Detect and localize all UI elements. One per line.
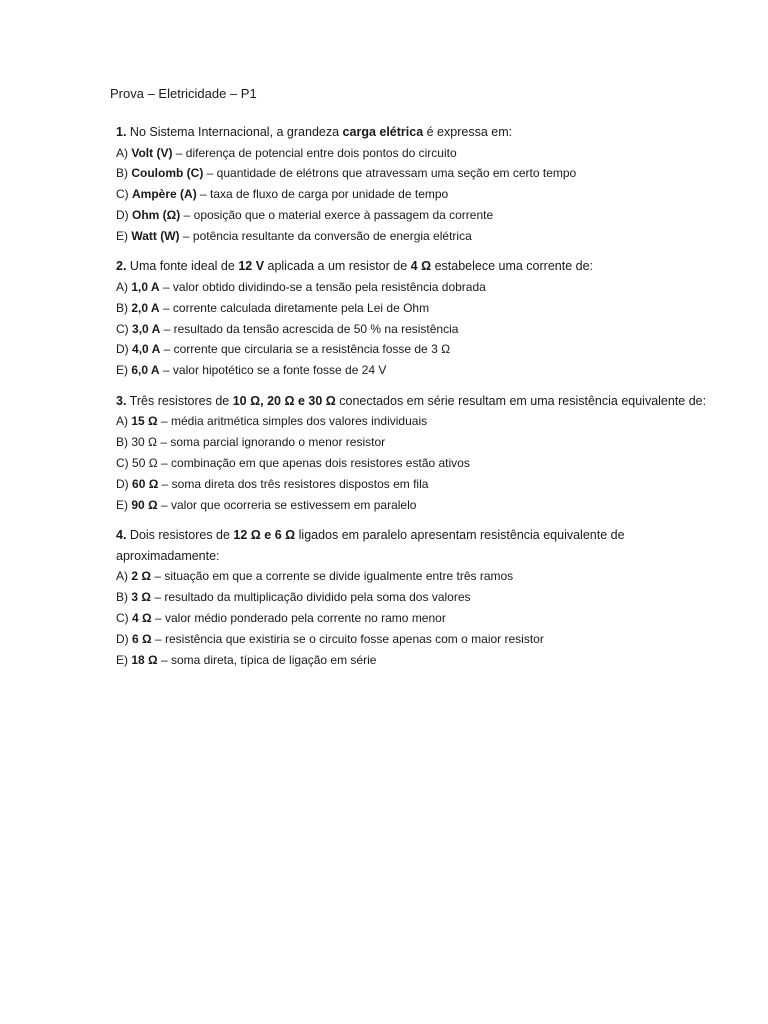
stem-text: ligados em paralelo apresentam resistência equivalente de aproximadamente: bbox=[116, 528, 625, 563]
option-term: Ohm (Ω) bbox=[132, 207, 181, 222]
option-b bbox=[116, 587, 716, 608]
stem-emphasis: 4 Ω bbox=[410, 259, 432, 274]
option-a bbox=[116, 566, 716, 587]
option-d bbox=[116, 474, 716, 495]
document-title: Prova – Eletricidade – P1 bbox=[110, 86, 257, 101]
option-letter: B) bbox=[116, 166, 128, 181]
questions-list bbox=[116, 122, 716, 680]
stem-text: é expressa em: bbox=[423, 125, 513, 139]
option-description: – combinação em que apenas dois resistores estão ativos bbox=[157, 456, 470, 471]
option-letter: A) bbox=[116, 279, 128, 294]
option-c bbox=[116, 453, 716, 474]
stem-emphasis: 10 Ω, 20 Ω e 30 Ω bbox=[232, 393, 336, 408]
option-letter: D) bbox=[116, 476, 129, 491]
option-term: 6 Ω bbox=[132, 631, 152, 646]
option-e bbox=[116, 650, 716, 671]
option-term: 3 Ω bbox=[131, 590, 151, 605]
option-e bbox=[116, 495, 716, 516]
question-number: 4. bbox=[116, 528, 127, 543]
option-term: 1,0 A bbox=[131, 279, 160, 294]
question-4 bbox=[116, 525, 716, 670]
stem-emphasis: carga elétrica bbox=[342, 125, 424, 139]
question-stem bbox=[116, 391, 716, 412]
option-term: Volt (V) bbox=[131, 145, 173, 160]
option-term: 4,0 A bbox=[132, 342, 161, 357]
option-term: 90 Ω bbox=[131, 497, 158, 512]
option-c bbox=[116, 319, 716, 340]
option-term: 2 Ω bbox=[131, 569, 151, 584]
option-letter: B) bbox=[116, 590, 128, 605]
stem-text: aplicada a um resistor de bbox=[264, 259, 411, 274]
option-letter: A) bbox=[116, 569, 128, 584]
option-letter: D) bbox=[116, 631, 129, 646]
option-term: Coulomb (C) bbox=[131, 166, 204, 181]
option-letter: A) bbox=[116, 145, 128, 160]
question-1 bbox=[116, 122, 716, 246]
option-c bbox=[116, 608, 716, 629]
option-description: – quantidade de elétrons que atravessam uma seção em certo tempo bbox=[203, 166, 577, 181]
option-letter: D) bbox=[116, 207, 129, 222]
option-term: 6,0 A bbox=[131, 363, 160, 378]
option-description: – resultado da tensão acrescida de 50 % na resistência bbox=[160, 321, 459, 336]
option-d bbox=[116, 205, 716, 226]
option-description: – valor hipotético se a fonte fosse de 24 V bbox=[159, 363, 387, 378]
option-description: – oposição que o material exerce à passagem da corrente bbox=[180, 207, 494, 222]
option-a bbox=[116, 143, 716, 164]
option-term: 60 Ω bbox=[132, 476, 159, 491]
option-term: 3,0 A bbox=[132, 321, 161, 336]
option-description: – diferença de potencial entre dois pontos do circuito bbox=[172, 145, 457, 160]
stem-emphasis: 12 V bbox=[238, 259, 265, 274]
option-term: 30 Ω bbox=[131, 435, 157, 450]
option-c bbox=[116, 184, 716, 205]
stem-emphasis: 12 Ω e 6 Ω bbox=[233, 528, 296, 543]
question-number: 3. bbox=[116, 393, 127, 408]
stem-text: Dois resistores de bbox=[126, 528, 234, 543]
option-term: 15 Ω bbox=[131, 414, 158, 429]
option-description: – soma parcial ignorando o menor resistor bbox=[157, 435, 386, 450]
option-e bbox=[116, 360, 716, 381]
option-letter: C) bbox=[116, 321, 129, 336]
option-d bbox=[116, 629, 716, 650]
stem-text: No Sistema Internacional, a grandeza bbox=[126, 125, 343, 139]
stem-text: estabelece uma corrente de: bbox=[431, 259, 593, 274]
question-stem bbox=[116, 525, 716, 566]
question-2 bbox=[116, 256, 716, 380]
option-a bbox=[116, 277, 716, 298]
option-description: – situação em que a corrente se divide igualmente entre três ramos bbox=[150, 569, 514, 584]
option-description: – potência resultante da conversão de energia elétrica bbox=[179, 228, 472, 243]
question-stem bbox=[116, 256, 716, 277]
question-stem bbox=[116, 122, 716, 143]
option-description: – corrente que circularia se a resistência fosse de 3 Ω bbox=[160, 342, 451, 357]
option-letter: A) bbox=[116, 414, 128, 429]
option-term: Watt (W) bbox=[131, 228, 180, 243]
option-letter: E) bbox=[116, 363, 128, 378]
option-letter: D) bbox=[116, 342, 129, 357]
option-d bbox=[116, 339, 716, 360]
option-description: – soma direta, típica de ligação em série bbox=[157, 652, 377, 667]
option-description: – resultado da multiplicação dividido pela soma dos valores bbox=[150, 590, 471, 605]
option-term: 50 Ω bbox=[132, 456, 158, 471]
option-letter: E) bbox=[116, 652, 128, 667]
question-3 bbox=[116, 391, 716, 515]
option-description: – taxa de fluxo de carga por unidade de tempo bbox=[196, 187, 449, 202]
option-letter: E) bbox=[116, 228, 128, 243]
option-description: – valor que ocorreria se estivessem em paralelo bbox=[157, 497, 417, 512]
option-description: – corrente calculada diretamente pela Lei de Ohm bbox=[159, 300, 430, 315]
option-letter: B) bbox=[116, 435, 128, 450]
option-term: 2,0 A bbox=[131, 300, 160, 315]
stem-text: Três resistores de bbox=[126, 393, 233, 408]
option-description: – média aritmética simples dos valores individuais bbox=[157, 414, 428, 429]
option-e bbox=[116, 226, 716, 247]
option-letter: E) bbox=[116, 497, 128, 512]
option-letter: C) bbox=[116, 456, 129, 471]
question-number: 1. bbox=[116, 125, 127, 139]
option-description: – valor obtido dividindo-se a tensão pela resistência dobrada bbox=[159, 279, 486, 294]
option-term: Ampère (A) bbox=[132, 187, 197, 202]
option-a bbox=[116, 411, 716, 432]
option-term: 4 Ω bbox=[132, 611, 152, 626]
option-b bbox=[116, 163, 716, 184]
option-b bbox=[116, 432, 716, 453]
option-letter: B) bbox=[116, 300, 128, 315]
question-number: 2. bbox=[116, 259, 127, 274]
stem-text: conectados em série resultam em uma resistência equivalente de: bbox=[335, 393, 707, 408]
stem-text: Uma fonte ideal de bbox=[126, 259, 239, 274]
option-description: – resistência que existiria se o circuito fosse apenas com o maior resistor bbox=[151, 631, 544, 646]
option-letter: C) bbox=[116, 611, 129, 626]
option-term: 18 Ω bbox=[131, 652, 158, 667]
option-letter: C) bbox=[116, 187, 129, 202]
option-description: – valor médio ponderado pela corrente no ramo menor bbox=[151, 611, 446, 626]
option-b bbox=[116, 298, 716, 319]
option-description: – soma direta dos três resistores dispostos em fila bbox=[158, 476, 429, 491]
